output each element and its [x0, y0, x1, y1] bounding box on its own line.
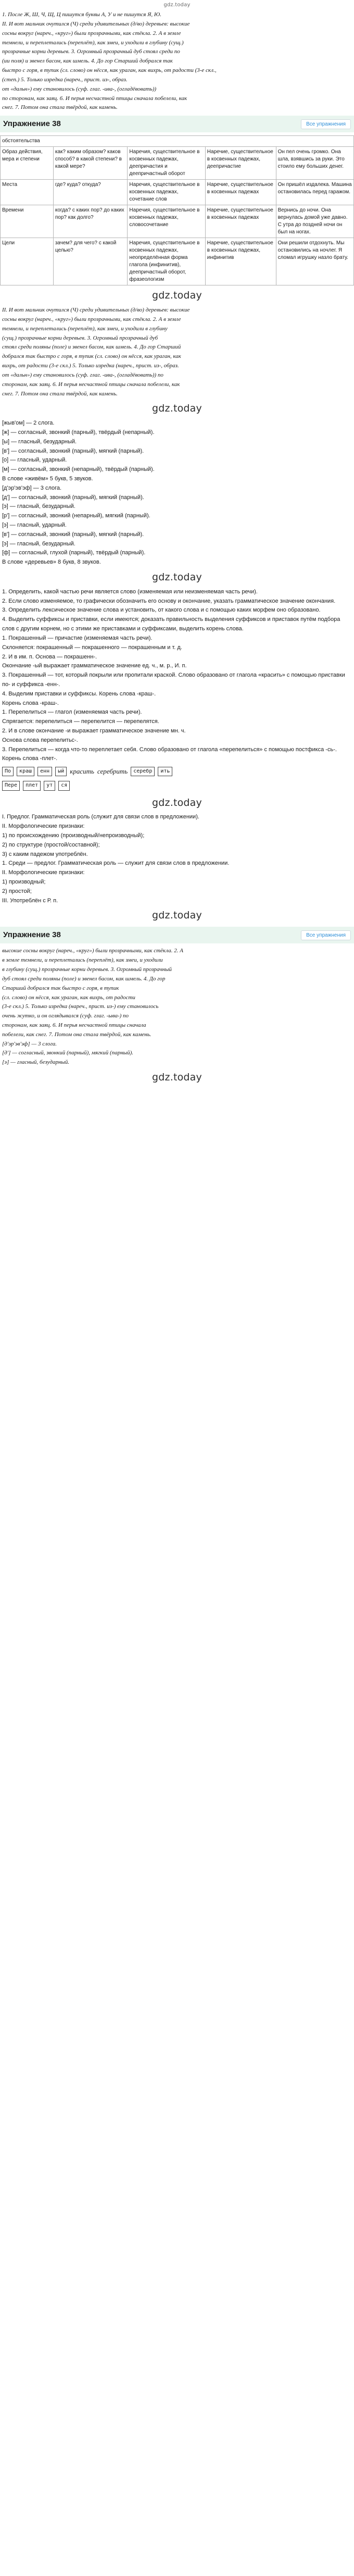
- text-line: (сущ.) прозрачные корни деревьев. 3. Огромный прозрачный дуб: [2, 334, 158, 341]
- text-line: 3. Покрашенный — тот, который покрыли или пропитали краской. Слово образовано от глагола «красить» с помощью приставки по- и суффикса -енн-.: [2, 672, 345, 688]
- exercise-title: Упражнение 38: [3, 119, 61, 129]
- text-line: стоял среди поляны (поле) и звенел басом, как шмель. 4. До гор Старший: [2, 344, 181, 351]
- exercise-title: Упражнение 38: [3, 930, 61, 940]
- text-line: 2. И в слове окончание -и выражает грамматическое значение мн. ч.: [2, 728, 186, 735]
- text-line: [э] — гласный, ударный.: [2, 522, 67, 529]
- ending-box: ый: [55, 767, 67, 776]
- table-row: [1, 238, 354, 285]
- text-line: I. Предлог. Грамматическая роль (служит для связи слов в предложении).: [2, 814, 199, 820]
- text-line: Склоняется: покрашенный — покрашенного — покрашенным и т. д.: [2, 644, 182, 651]
- table-cell: зачем? для чего? с какой целью?: [53, 238, 128, 285]
- text-line: В слове «живём» 5 букв, 5 звуков.: [2, 475, 93, 482]
- suffix-box: енн: [37, 767, 52, 776]
- watermark: gdz.today: [152, 910, 202, 922]
- text-line: 1) производный;: [2, 878, 46, 885]
- text-line: дуб стоял среди поляны (поле) и звенел басом, как шмель. 4. До гор: [2, 975, 166, 982]
- prefix-box: По: [2, 767, 14, 776]
- word-scheme-1: [0, 764, 354, 779]
- text-line: [о] — гласный, ударный.: [2, 457, 67, 464]
- table-cell: Наречие, существительное в косвенных падежах: [205, 180, 276, 205]
- text-line: [д'] — согласный, звонкий (парный), мягкий (парный).: [2, 1050, 134, 1056]
- watermark-top: gdz.today: [163, 2, 191, 8]
- suffix-box: ут: [44, 781, 55, 790]
- text-line: 3) с каким падежом употреблён.: [2, 851, 88, 857]
- related-word: красить: [70, 767, 94, 776]
- word-scheme-2: [0, 779, 354, 792]
- text-line: снег. 7. Потом она стала твёрдой, как камень.: [2, 390, 118, 397]
- adverbial-table: [0, 135, 354, 285]
- postfix-box: ся: [58, 781, 70, 790]
- text-line: высокие сосны вокруг (нареч., «круг») были прозрачными, как стёкла. 2. А: [2, 948, 183, 954]
- text-line: [ж] — согласный, звонкий (парный), твёрдый (непарный).: [2, 429, 155, 435]
- text-line: Корень слова -плет-.: [2, 755, 58, 762]
- related-suffix: ить: [158, 767, 172, 776]
- table-cell: Наречия, существительное в косвенных падежах, словосочетание: [128, 205, 205, 238]
- table-cell: Вернись до ночи. Она вернулась домой уже давно. С утра до поздней ночи он был на ногах.: [276, 205, 353, 238]
- prefix-box: Пере: [2, 781, 20, 790]
- text-line: 1. Среди — предлог. Грамматическая роль — служит для связи слов в предложении.: [2, 860, 230, 867]
- related-root: серебр: [131, 767, 155, 776]
- text-line: 3. Перепелиться — когда что-то переплетает себя. Слово образовано от глагола «перепелиться» с помощью постфикса -сь-.: [2, 746, 337, 753]
- bottom-text: [0, 947, 354, 1067]
- text-line: сторонам, как заяц. 6. И перья несчастной птицы сначала побелели, как: [2, 381, 180, 388]
- text-line: II. И вот мальчик очутился (Ч) среди удивительных (д/во) деревьев: высокие: [2, 21, 190, 27]
- text-line: 1. Перепелиться — глагол (изменяемая часть речи).: [2, 709, 142, 716]
- root-box: плет: [23, 781, 41, 790]
- text-line: III. Употреблён с Р. п.: [2, 897, 58, 904]
- watermark: gdz.today: [152, 290, 202, 302]
- exercise-header-2: [0, 927, 354, 943]
- text-line: [в'] — согласный, звонкий (парный), мягкий (парный).: [2, 447, 144, 454]
- text-line: по сторонам, как заяц. 6. И перья несчастной птицы сначала побелели, как: [2, 95, 187, 102]
- text-line: сосны вокруг (нареч., «круг») были прозрачными, как стёкла. 2. А в земле: [2, 30, 181, 36]
- text-line: быстро с горя, в тупик (сл. слово) он нёсся, как ураган, как вихрь, от радости (3-е скл.,: [2, 67, 217, 74]
- text-line: (3-е скл.) 5. Только изредка (нареч., прист. из-) ему становилось: [2, 1003, 159, 1010]
- all-exercises-button[interactable]: Все упражнения: [301, 119, 351, 129]
- table-cell: Наречие, существительное в косвенных падежах, инфинитив: [205, 238, 276, 285]
- text-line: очень жутко, и он оглядывался (суф. глаг. -ыва-) по: [2, 1013, 129, 1019]
- text-line: сосны вокруг (нареч., «круг») были прозрачными, как стёкла. 2. А в земле: [2, 316, 181, 322]
- text-line: (сл. слово) он нёсся, как ураган, как вихрь, от радости: [2, 994, 135, 1001]
- text-line: 1. Определить, какой частью речи является слово (изменяемая или неизменяемая часть речи).: [2, 588, 258, 595]
- text-line: темнели, и переплетались (переплёт), как змеи, и уходили в глубину: [2, 325, 168, 332]
- text-line: [ф] — согласный, глухой (парный), твёрдый (парный).: [2, 550, 146, 556]
- related-word: серебрить: [97, 767, 128, 776]
- table-cell: обстоятельства: [1, 136, 354, 147]
- text-line: от «дальн») ему становилось (суф. глаг. -ива-, (огладёвовать)): [2, 85, 157, 92]
- text-line: Корень слова -краш-.: [2, 700, 59, 706]
- middle-text: [0, 306, 354, 399]
- text-line: 3. Определить лексическое значение слова и установить, от какого слова и с помощью каких морфем оно образовано.: [2, 607, 321, 614]
- text-line: [жыв'ом] — 2 слога.: [2, 420, 55, 427]
- text-line: в глубину (сущ.) прозрачные корни деревьев. 3. Огромный прозрачный: [2, 966, 172, 973]
- text-line: 1. Покрашенный — причастие (изменяемая часть речи).: [2, 634, 153, 641]
- all-exercises-button[interactable]: Все упражнения: [301, 930, 351, 940]
- text-line: [д'эр'эв'эф] — 3 слога.: [2, 1040, 57, 1047]
- watermark: gdz.today: [152, 403, 202, 415]
- watermark: gdz.today: [152, 797, 202, 808]
- intro-text: [0, 10, 354, 113]
- text-line: В слове «деревьев» 8 букв, 8 звуков.: [2, 559, 101, 566]
- text-line: 2) простой;: [2, 888, 32, 894]
- text-line: [в'] — согласный, звонкий (парный), мягкий (парный).: [2, 531, 144, 538]
- table-cell: Наречие, существительное в косвенных падежах: [205, 205, 276, 238]
- text-line: (степ.) 5. Только изредка (нареч., прист. из-, образ.: [2, 76, 128, 83]
- text-line: II. Морфологические признаки:: [2, 869, 85, 876]
- root-box: краш: [17, 767, 34, 776]
- table-cell: Образ действия, мера и степени: [1, 147, 54, 180]
- text-line: II. И вот мальчик очутился (Ч) среди удивительных (д/во) деревьев: высокие: [2, 307, 190, 314]
- text-line: темнели, и переплетались (переплёт), как змеи, и уходили в глубину (сущ.): [2, 39, 184, 46]
- text-line: [э] — гласный, безударный.: [2, 1059, 70, 1066]
- table-row: [1, 147, 354, 180]
- morpheme-analysis: [0, 588, 354, 764]
- text-line: [д'эр'эв'эф] — 3 слога.: [2, 484, 62, 491]
- text-line: [м] — согласный, звонкий (непарный), твёрдый (парный).: [2, 466, 155, 473]
- table-cell: Наречие, существительное в косвенных падежах, деепричастие: [205, 147, 276, 180]
- text-line: 4. Выделим приставки и суффиксы. Корень слова -краш-.: [2, 690, 156, 697]
- table-cell: Наречия, существительное в косвенных падежах, неопределённая форма глагола (инфинитив), деепричастный оборот, фразеологизм: [128, 238, 205, 285]
- table-cell: Он пел очень громко. Она шла, взявшись за руки. Это стоило ему больших денег.: [276, 147, 353, 180]
- text-line: II. Морфологические признаки:: [2, 823, 85, 830]
- text-line: Окончание -ый выражает грамматическое значение ед. ч., м. р., И. п.: [2, 663, 187, 669]
- table-row: [1, 136, 354, 147]
- table-row: [1, 180, 354, 205]
- text-line: [ы] — гласный, безударный.: [2, 438, 77, 445]
- phonetic-analysis: [0, 419, 354, 567]
- text-line: 2) по структуре (простой/составной);: [2, 841, 100, 848]
- text-line: 1. После Ж, Ш, Ч, Щ, Ц пишутся буквы А, У и не пишутся Я, Ю.: [2, 11, 162, 18]
- text-line: в земле темнели, и переплетались (переплёт), как змеи, и уходили: [2, 957, 163, 964]
- table-cell: где? куда? откуда?: [53, 180, 128, 205]
- preposition-analysis: [0, 813, 354, 905]
- table-cell: Наречия, существительное в косвенных падежах, деепричастия и деепричастный оборот: [128, 147, 205, 180]
- table-cell: Они решили отдохнуть. Мы остановились на ночлег. Я сломал игрушку назло брату.: [276, 238, 353, 285]
- table-row: [1, 205, 354, 238]
- table-cell: когда? с каких пор? до каких пор? как долго?: [53, 205, 128, 238]
- text-line: вихрь, от радости (3-е скл.) 5. Только изредка (нареч., прист. из-, образ.: [2, 363, 179, 369]
- text-line: побелели, как снег. 7. Потом она стала твёрдой, как камень.: [2, 1031, 151, 1038]
- watermark: gdz.today: [152, 1072, 202, 1084]
- text-line: 1) по происхождению (производный/непроизводный);: [2, 832, 145, 839]
- table-cell: Места: [1, 180, 54, 205]
- table-cell: Времени: [1, 205, 54, 238]
- text-line: [э] — гласный, безударный.: [2, 503, 75, 510]
- text-line: Старший добрался так быстро с горя, в тупик: [2, 985, 119, 991]
- text-line: 2. И в им. п. Основа — покрашенн-.: [2, 653, 97, 660]
- table-cell: Он пришёл издалека. Машина остановилась перед гаражом.: [276, 180, 353, 205]
- text-line: добрался так быстро с горя, в тупик (сл. слово) он нёсся, как ураган, как: [2, 353, 181, 360]
- text-line: прозрачные корни деревьев. 3. Огромный прозрачный дуб стоял среди по: [2, 48, 180, 55]
- text-line: [э] — гласный, безударный.: [2, 540, 75, 547]
- table-cell: Наречия, существительное в косвенных падежах, сочетание слов: [128, 180, 205, 205]
- text-line: сторонам, как заяц. 6. И перья несчастной птицы сначала: [2, 1022, 146, 1028]
- table-cell: как? каким образом? каков способ? в какой степени? в какой мере?: [53, 147, 128, 180]
- text-line: 4. Выделить суффиксы и приставки, если имеются; доказать правильность выделения суффиксов и приставок путём подбора слов с другим корнем, но с этими же приставками и суффиксами, выделить корень слова.: [2, 616, 340, 632]
- watermark: gdz.today: [152, 571, 202, 583]
- exercise-header-1: [0, 116, 354, 132]
- table-cell: Цели: [1, 238, 54, 285]
- text-line: Спрягается: перепелиться — перепелится — перепелятся.: [2, 718, 159, 725]
- text-line: [р'] — согласный, звонкий (непарный), мягкий (парный).: [2, 513, 150, 519]
- text-line: снег. 7. Потом она стала твёрдой, как камень.: [2, 104, 118, 111]
- text-line: от «дальн») ему становилось (суф. глаг. -ива-, (огладёвовать)) по: [2, 371, 163, 378]
- text-line: [д'] — согласный, звонкий (парный), мягкий (парный).: [2, 494, 144, 501]
- text-line: (ии поля) и звенел басом, как шмель. 4. До гор Старший добрался так: [2, 58, 173, 65]
- text-line: Основа слова перепелитьс-.: [2, 737, 78, 743]
- text-line: 2. Если слово изменяемое, то графически обозначить его основу и окончание, указать грамматическое значение окончания.: [2, 598, 336, 604]
